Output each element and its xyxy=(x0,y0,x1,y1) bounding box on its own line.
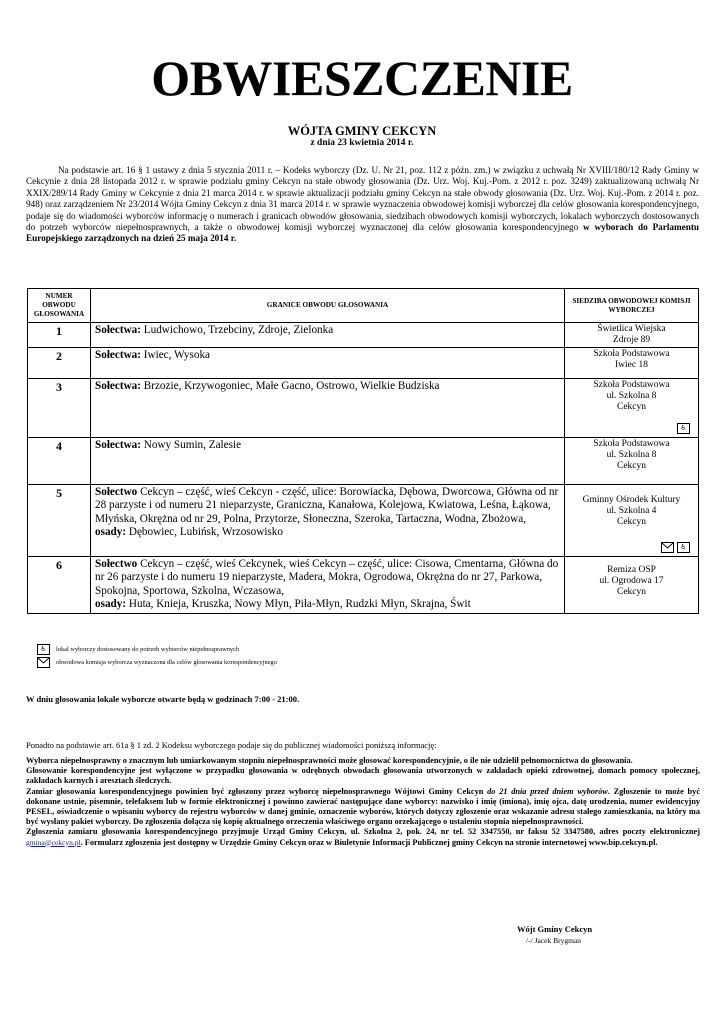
seat-line: Cekcyn xyxy=(616,461,647,471)
additional-info-intro: Ponadto na podstawie art. 61a § 1 zd. 2 Kodeksu wyborczego podaje się do publicznej wiadomości poniższą informację: xyxy=(26,740,437,750)
seat-line: ul. Szkolna 8 xyxy=(606,450,657,460)
email-link[interactable]: gmina@cekcyn.pl xyxy=(26,837,81,847)
seat-line: Cekcyn xyxy=(616,517,647,527)
boundary-text: Cekcyn – część, wieś Cekcynek, wieś Cekcyn – część, ulice: Cisowa, Cmentarna, Główna do nr 26 parzyste i do numeru 19 nieparzyste, Madera, Mokra, Ogrodowa, Okrężna do nr 27, Parkowa, Spokojna, Sportowa, Szkolna, Wczasowa, xyxy=(95,558,559,597)
seat-line: Świetlica Wiejska xyxy=(597,324,666,334)
header-number: NUMER OBWODU GŁOSOWANIA xyxy=(28,289,91,323)
seat-line: ul. Szkolna 4 xyxy=(606,506,657,516)
seat-line: Szkoła Podstawowa xyxy=(593,349,670,359)
district-boundaries xyxy=(91,438,565,485)
envelope-icon xyxy=(37,657,50,668)
table-row xyxy=(28,323,699,348)
table-row xyxy=(28,557,699,614)
district-number: 2 xyxy=(28,348,91,379)
boundary-text: Cekcyn – część, wieś Cekcyn - część, ulice: Borowiacka, Dębowa, Dworcowa, Główna od nr 28 parzyste i od numeru 21 nieparzyste, Graniczna, Kanałowa, Kolejowa, Kwiatowa, Leśna, Łąkowa, Młyńska, Okrężna od nr 29, Polna, Przytorze, Słoneczna, Szeroka, Tartaczna, Wodna, Zbożowa, xyxy=(95,486,559,525)
legend-postal-text: obwodowa komisja wyborcza wyznaczona dla celów głosowania korespondencyjnego xyxy=(56,659,277,666)
note-paragraph xyxy=(26,787,700,828)
boundary-label: Sołectwa: xyxy=(95,349,141,361)
district-seat xyxy=(565,438,699,485)
boundary-text: Iwiec, Wysoka xyxy=(140,349,211,361)
postal-voting-notes xyxy=(26,756,700,848)
note-text: Zamiar głosowania korespondencyjnego powinien być zgłoszony przez wyborcę niepełnosprawnego Wójtowi Gminy Cekcyn xyxy=(26,786,484,796)
seat-line: ul. Ogrodowa 17 xyxy=(599,576,664,586)
boundary-label-2: osady: xyxy=(95,526,127,539)
boundary-text: Ludwichowo, Trzebciny, Zdroje, Zielonka xyxy=(140,324,334,336)
district-seat xyxy=(565,379,699,438)
signature-title: Wójt Gminy Cekcyn xyxy=(517,924,593,934)
district-boundaries xyxy=(91,557,565,614)
seat-line: Szkoła Podstawowa xyxy=(593,439,670,449)
boundary-label-2: osady: xyxy=(95,598,127,611)
seat-icons xyxy=(677,423,690,434)
note-text: Zgłoszenia zamiaru głosowania korespondencyjnego przyjmuje Urząd Gminy Cekcyn, ul. Szkolna 2, pok. 24, nr tel. 52 3347550, nr faksu 52 3347580, adres poczty elektronicznej xyxy=(26,827,700,837)
document-date: z dnia 23 kwietnia 2014 r. xyxy=(310,138,414,148)
seat-line: Cekcyn xyxy=(616,587,647,597)
district-seat xyxy=(565,348,699,379)
district-number: 6 xyxy=(28,557,91,614)
seat-icons xyxy=(661,542,690,553)
seat-line: Remiza OSP xyxy=(607,565,656,575)
boundary-text: Nowy Sumin, Zalesie xyxy=(140,439,242,451)
note-deadline: do 21 dnia przed dniem wyborów xyxy=(487,786,608,796)
boundary-label: Sołectwa: xyxy=(95,324,141,336)
intro-text: Na podstawie art. 16 § 1 ustawy z dnia 5 stycznia 2011 r. – Kodeks wyborczy (Dz. U. Nr 21, poz. 112 z późn. zm.) w związku z uchwałą Nr XVIII/180/12 Rady Gminy w Cekcynie z dnia 28 listopada 2012 r. w sprawie podziału gminy Cekcyn na stałe obwody głosowania (Dz. Urz. Woj. Kuj.-Pom. z 2012 r. poz. 3249) zaktualizowaną uchwałą Nr XXIX/289/14 Rady Gminy w Cekcynie z dnia 21 marca 2014 r. w sprawie aktualizacji podziału gminy Cekcyn na stałe obwody głosowania (Dz. Urz. Woj. Kuj.-Pom. z 2014 r. poz. 948) oraz zarządzeniem Nr 23/2014 Wójta Gminy Cekcyn z dnia 31 marca 2014 r. w sprawie wyznaczenia obwodowej komisji wyborczej dla celów głosowania korespondencyjnego, podaje się do wiadomości wyborców informację o numerach i granicach obwodów głosowania, siedzibach obwodowych komisji wyborczych, lokalach wyborczych dostosowanych do potrzeb wyborców niepełnosprawnych, a także o obwodowej komisji wyborczej wyznaczonej dla celów głosowania korespondencyjnego xyxy=(26,165,699,233)
wheelchair-icon: ♿ xyxy=(677,423,690,434)
table-row xyxy=(28,348,699,379)
table-row xyxy=(28,485,699,557)
header-seat: SIEDZIBA OBWODOWEJ KOMISJI WYBORCZEJ xyxy=(565,289,699,323)
district-boundaries xyxy=(91,485,565,557)
boundary-label: Sołectwo xyxy=(95,486,138,498)
table-header-row xyxy=(28,289,699,323)
boundary-text-2: Huta, Knieja, Kruszka, Nowy Młyn, Piła-Młyn, Rudzki Młyn, Skrajna, Świt xyxy=(126,598,471,611)
district-boundaries xyxy=(91,323,565,348)
district-number: 1 xyxy=(28,323,91,348)
legend-accessible-text: lokal wyborczy dostosowany do potrzeb wyborców niepełnosprawnych xyxy=(56,646,240,653)
boundary-label: Sołectwa: xyxy=(95,439,141,451)
seat-line: Szkoła Podstawowa xyxy=(593,380,670,390)
seat-line: Gminny Ośrodek Kultury xyxy=(582,495,681,505)
seat-line: Cekcyn xyxy=(616,402,647,412)
document-subtitle: WÓJTA GMINY CEKCYN xyxy=(287,124,437,138)
boundary-text-2: Dębowiec, Lubińsk, Wrzosowisko xyxy=(126,526,283,539)
boundary-text: Brzozie, Krzywogoniec, Małe Gacno, Ostrowo, Wielkie Budziska xyxy=(140,380,440,392)
opening-hours: W dniu głosowania lokale wyborcze otwarte będą w godzinach 7:00 - 21:00. xyxy=(26,694,300,704)
signature-name: /-/ Jacek Brygman xyxy=(526,936,581,945)
note-text: . Zgłoszenie to może być dokonane ustnie, pisemnie, telefaksem lub w formie elektronicznej i powinno zawierać następujące dane wyborcy: nazwisko i imię (imiona), imię ojca, datę urodzenia, numer ewidencyjny PESEL, oświadczenie o wpisaniu wyborcy do rejestru wyborców w danej gminie, oznaczenie wyborów, których dotyczy zgłoszenie oraz wskazanie adresu stałego zamieszkania, na który ma być wysłany pakiet wyborczy. Do zgłoszenia dołącza się kopię aktualnego orzeczenia właściwego organu orzekającego o ustaleniu stopnia niepełnosprawności. xyxy=(26,786,700,827)
note-text: . Formularz zgłoszenia jest dostępny w Urzędzie Gminy Cekcyn oraz w Biuletynie Informacji Publicznej gminy Cekcyn na stronie internetowej www.bip.cekcyn.pl. xyxy=(80,837,658,847)
boundary-label: Sołectwo xyxy=(95,558,138,570)
note-paragraph: Wyborca niepełnosprawny o znacznym lub umiarkowanym stopniu niepełnosprawności może głosować korespondencyjnie, o ile nie udzielił pełnomocnictwa do głosowania. xyxy=(26,756,633,765)
envelope-icon xyxy=(661,542,674,553)
seat-line: Iwiec 18 xyxy=(615,360,648,370)
district-seat xyxy=(565,323,699,348)
note-paragraph xyxy=(26,827,700,847)
district-seat xyxy=(565,557,699,614)
district-number: 5 xyxy=(28,485,91,557)
district-seat xyxy=(565,485,699,557)
seat-line: Zdroje 89 xyxy=(612,335,651,345)
table-row xyxy=(28,379,699,438)
district-number: 4 xyxy=(28,438,91,485)
wheelchair-icon: ♿ xyxy=(677,542,690,553)
wheelchair-icon: ♿ xyxy=(37,644,50,655)
header-boundaries: GRANICE OBWODU GŁOSOWANIA xyxy=(91,289,565,323)
intro-bold-tail: w wyborach do Parlamentu Europejskiego zarządzonych na dzień 25 maja 2014 r. xyxy=(26,222,700,244)
intro-paragraph xyxy=(26,165,699,245)
district-boundaries xyxy=(91,348,565,379)
district-number: 3 xyxy=(28,379,91,438)
legend-accessible xyxy=(37,644,239,655)
note-paragraph: Głosowanie korespondencyjne jest wyłączone w przypadku głosowania w odrębnych obwodach głosowania utworzonych w zakładach opieki zdrowotnej, domach pomocy społecznej, zakładach karnych i aresztach śledczych. xyxy=(26,766,700,786)
legend-postal xyxy=(37,657,277,668)
document-title: OBWIESZCZENIE xyxy=(151,50,573,106)
seat-line: ul. Szkolna 8 xyxy=(606,391,657,401)
district-boundaries xyxy=(91,379,565,438)
table-row xyxy=(28,438,699,485)
districts-table xyxy=(27,288,699,614)
boundary-label: Sołectwa: xyxy=(95,380,141,392)
